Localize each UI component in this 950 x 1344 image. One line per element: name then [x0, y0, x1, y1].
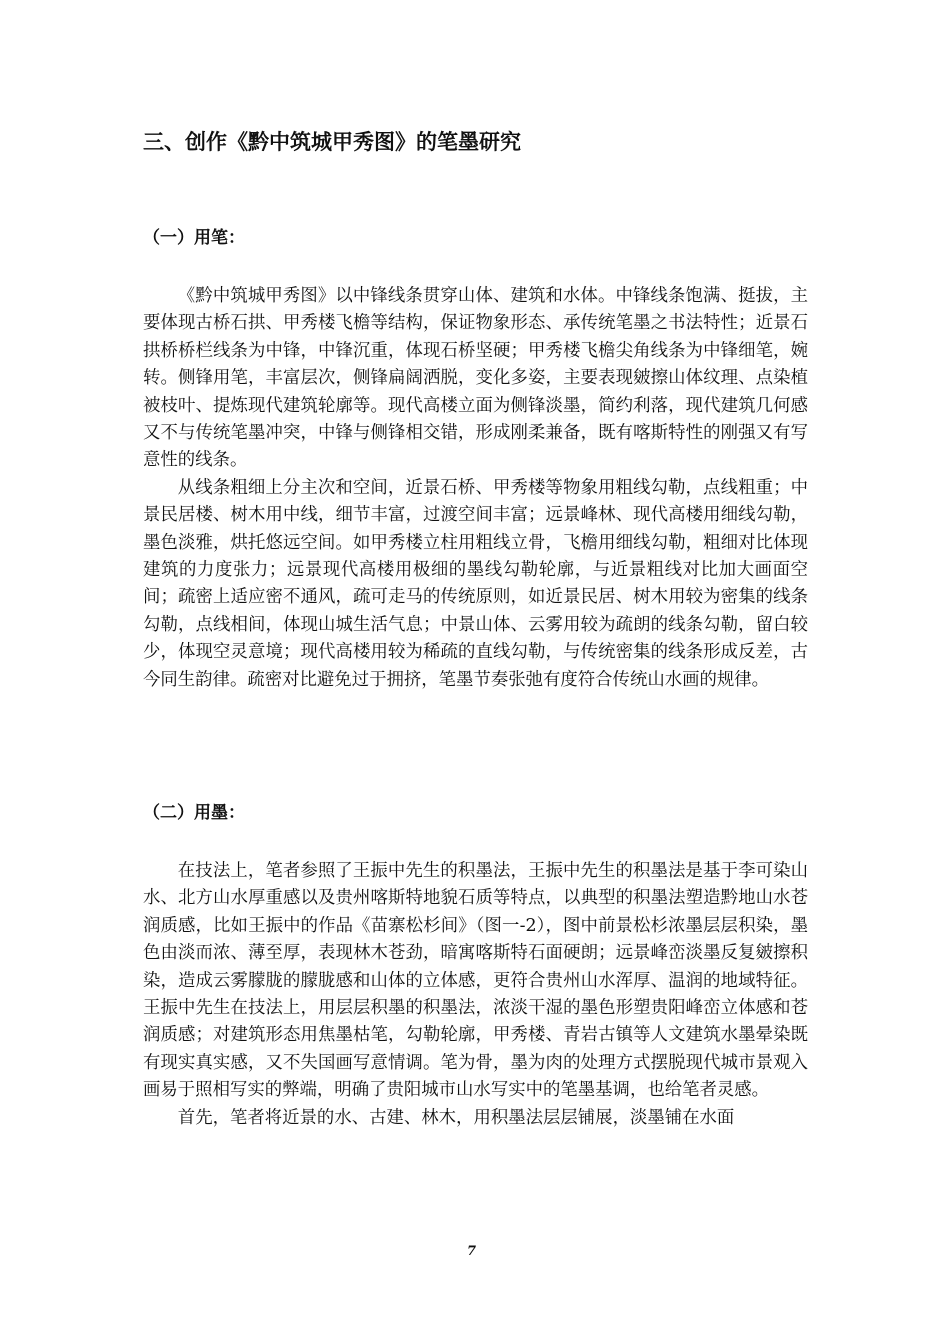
page-number: 7 [467, 1244, 477, 1259]
subsection-body-ink [143, 858, 808, 1132]
subsection-title-ink: （二）用墨： [143, 803, 245, 823]
paragraph: 首先，笔者将近景的水、古建、林木，用积墨法层层铺展，淡墨铺在水面 [177, 1107, 735, 1128]
paragraph: 《黔中筑城甲秀图》以中锋线条贯穿山体、建筑和水体。中锋线条饱满、挺拔，主要体现古桥石拱、甲秀楼飞檐等结构，保证物象形态、承传统笔墨之书法特性；近景石拱桥桥栏线条为中锋，中锋沉重，体现石桥坚硬；甲秀楼飞檐尖角线条为中锋细笔，婉转。侧锋用笔，丰富层次，侧锋扁阔洒脱，变化多姿，主要表现皴擦山体纹理、点染植被枝叶、提炼现代建筑轮廓等。现代高楼立面为侧锋淡墨，简约利落，现代建筑几何感又不与传统笔墨冲突，中锋与侧锋相交错，形成刚柔兼备，既有喀斯特性的刚强又有写意性的线条。 [143, 286, 808, 471]
paragraph: 在技法上，笔者参照了王振中先生的积墨法，王振中先生的积墨法是基于李可染山水、北方山水厚重感以及贵州喀斯特地貌石质等特点，以典型的积墨法塑造黔地山水苍润质感，比如王振中的作品《苗寨松杉间》（图一-2），图中前景松杉浓墨层层积染，墨色由淡而浓、薄至厚，表现林木苍劲，暗寓喀斯特石面硬朗；远景峰峦淡墨反复皴擦积染，造成云雾朦胧的朦胧感和山体的立体感，更符合贵州山水浑厚、温润的地域特征。王振中先生在技法上，用层层积墨的积墨法，浓淡干湿的墨色形塑贵阳峰峦立体感和苍润质感；对建筑形态用焦墨枯笔，勾勒轮廓，甲秀楼、青岩古镇等人文建筑水墨晕染既有现实真实感，又不失国画写意情调。笔为骨，墨为肉的处理方式摆脱现代城市景观入画易于照相写实的弊端，明确了贵阳城市山水写实中的笔墨基调，也给笔者灵感。 [143, 861, 808, 1101]
subsection-body-brushwork [143, 283, 808, 694]
section-title: 三、创作《黔中筑城甲秀图》的笔墨研究 [143, 130, 521, 154]
paragraph: 从线条粗细上分主次和空间，近景石桥、甲秀楼等物象用粗线勾勒，点线粗重；中景民居楼、树木用中线，细节丰富，过渡空间丰富；远景峰林、现代高楼用细线勾勒，墨色淡雅，烘托悠远空间。如甲秀楼立柱用粗线立骨，飞檐用细线勾勒，粗细对比体现建筑的力度张力；远景现代高楼用极细的墨线勾勒轮廓，与近景粗线对比加大画面空间；疏密上适应密不通风，疏可走马的传统原则，如近景民居、树木用较为密集的线条勾勒，点线相间，体现山城生活气息；中景山体、云雾用较为疏朗的线条勾勒，留白较少，体现空灵意境；现代高楼用较为稀疏的直线勾勒，与传统密集的线条形成反差，古今同生韵律。疏密对比避免过于拥挤，笔墨节奏张弛有度符合传统山水画的规律。 [143, 477, 808, 690]
subsection-title-brushwork: （一）用笔： [143, 228, 245, 248]
